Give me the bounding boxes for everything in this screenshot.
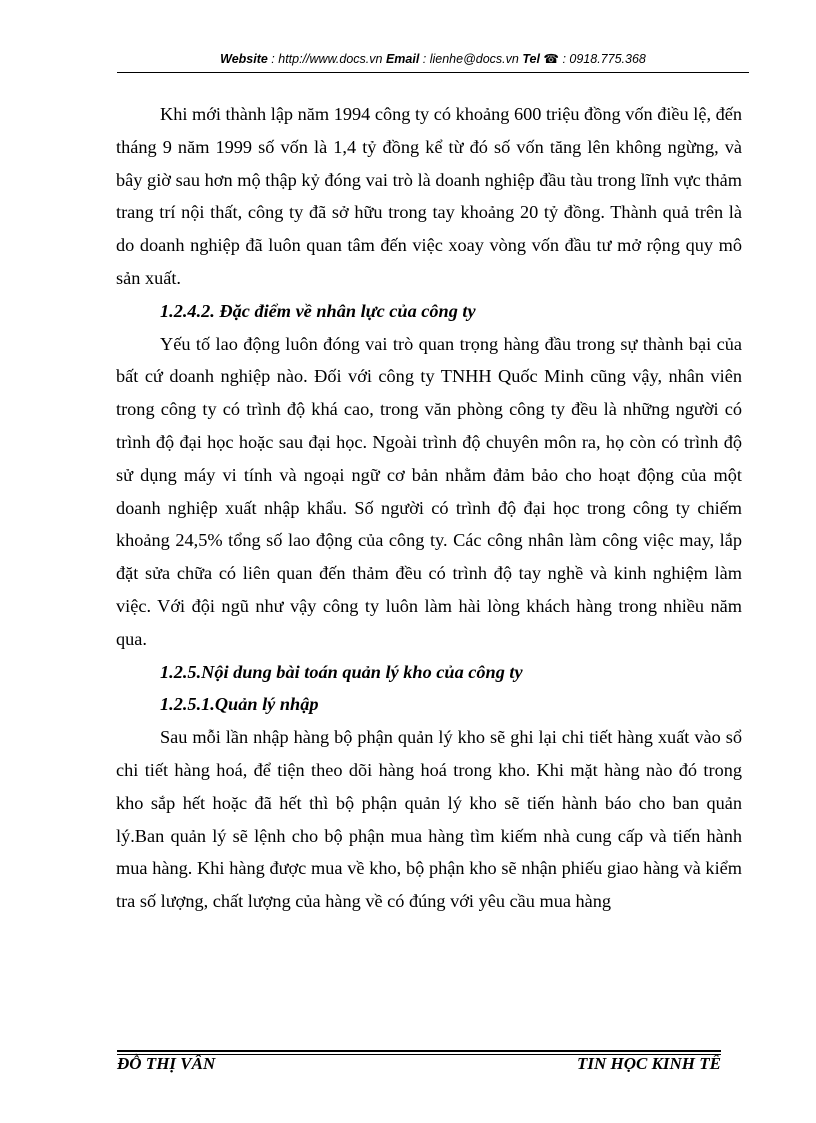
page-header <box>117 50 749 68</box>
website-url[interactable]: : http://www.docs.vn <box>267 52 386 66</box>
paragraph-import-management: Sau mỗi lần nhập hàng bộ phận quản lý kho sẽ ghi lại chi tiết hàng xuất vào sổ chi tiết hàng hoá, để tiện theo dõi hàng hoá trong kho. Khi mặt hàng nào đó trong kho sắp hết hoặc đã hết thì bộ phận quản lý kho sẽ tiến hành báo cho ban quản lý.Ban quản lý sẽ lệnh cho bộ phận mua hàng tìm kiếm nhà cung cấp và tiến hành mua hàng. Khi hàng được mua về kho, bộ phận kho sẽ nhận phiếu giao hàng và kiểm tra số lượng, chất lượng của hàng về có đúng với yêu cầu mua hàng <box>116 727 742 912</box>
email-label: Email <box>385 52 420 66</box>
email-address[interactable]: : lienhe@docs.vn <box>419 52 523 66</box>
tel-label: Tel ☎ <box>522 52 559 66</box>
header-divider <box>117 72 749 73</box>
document-body <box>116 98 742 918</box>
heading-warehouse-management: 1.2.5.Nội dung bài toán quản lý kho của công ty <box>160 661 523 682</box>
paragraph-human-resources: Yếu tố lao động luôn đóng vai trò quan trọng hàng đầu trong sự thành bại của bất cứ doanh nghiệp nào. Đối với công ty TNHH Quốc Minh cũng vậy, nhân viên trong công ty có trình độ khá cao, trong văn phòng công ty đều là những người có trình độ đại học hoặc sau đại học. Ngoài trình độ chuyên môn ra, họ còn có trình độ sử dụng máy vi tính và ngoại ngữ cơ bản nhằm đảm bảo cho hoạt động của một doanh nghiệp xuất nhập khẩu. Số người có trình độ đại học trong công ty chiếm khoảng 24,5% tổng số lao động của công ty. Các công nhân làm công việc may, lắp đặt sửa chữa có liên quan đến thảm đều có trình độ tay nghề và kinh nghiệm làm việc. Với đội ngũ như vậy công ty luôn làm hài lòng khách hàng trong nhiều năm qua. <box>116 333 742 649</box>
footer-department: TIN HỌC KINH TẾ <box>576 1054 721 1073</box>
heading-human-resources: 1.2.4.2. Đặc điểm về nhân lực của công ty <box>160 300 476 321</box>
website-label: Website <box>220 52 268 66</box>
paragraph-capital: Khi mới thành lập năm 1994 công ty có khoảng 600 triệu đồng vốn điều lệ, đến tháng 9 năm 1999 số vốn là 1,4 tỷ đồng kể từ đó số vốn tăng lên không ngừng, và bây giờ sau hơn mộ thập kỷ đóng vai trò là doanh nghiệp đầu tàu trong lĩnh vực thảm trang trí nội thất, công ty đã sở hữu trong tay khoảng 20 tỷ đồng. Thành quả trên là do doanh nghiệp đã luôn quan tâm đến việc xoay vòng vốn đầu tư mở rộng quy mô sản xuất. <box>116 104 742 288</box>
tel-number: : 0918.775.368 <box>558 52 646 66</box>
footer-divider-thick <box>117 1050 721 1052</box>
heading-import-management: 1.2.5.1.Quản lý nhập <box>160 694 319 715</box>
footer-author: ĐỖ THỊ VÂN <box>117 1054 216 1073</box>
